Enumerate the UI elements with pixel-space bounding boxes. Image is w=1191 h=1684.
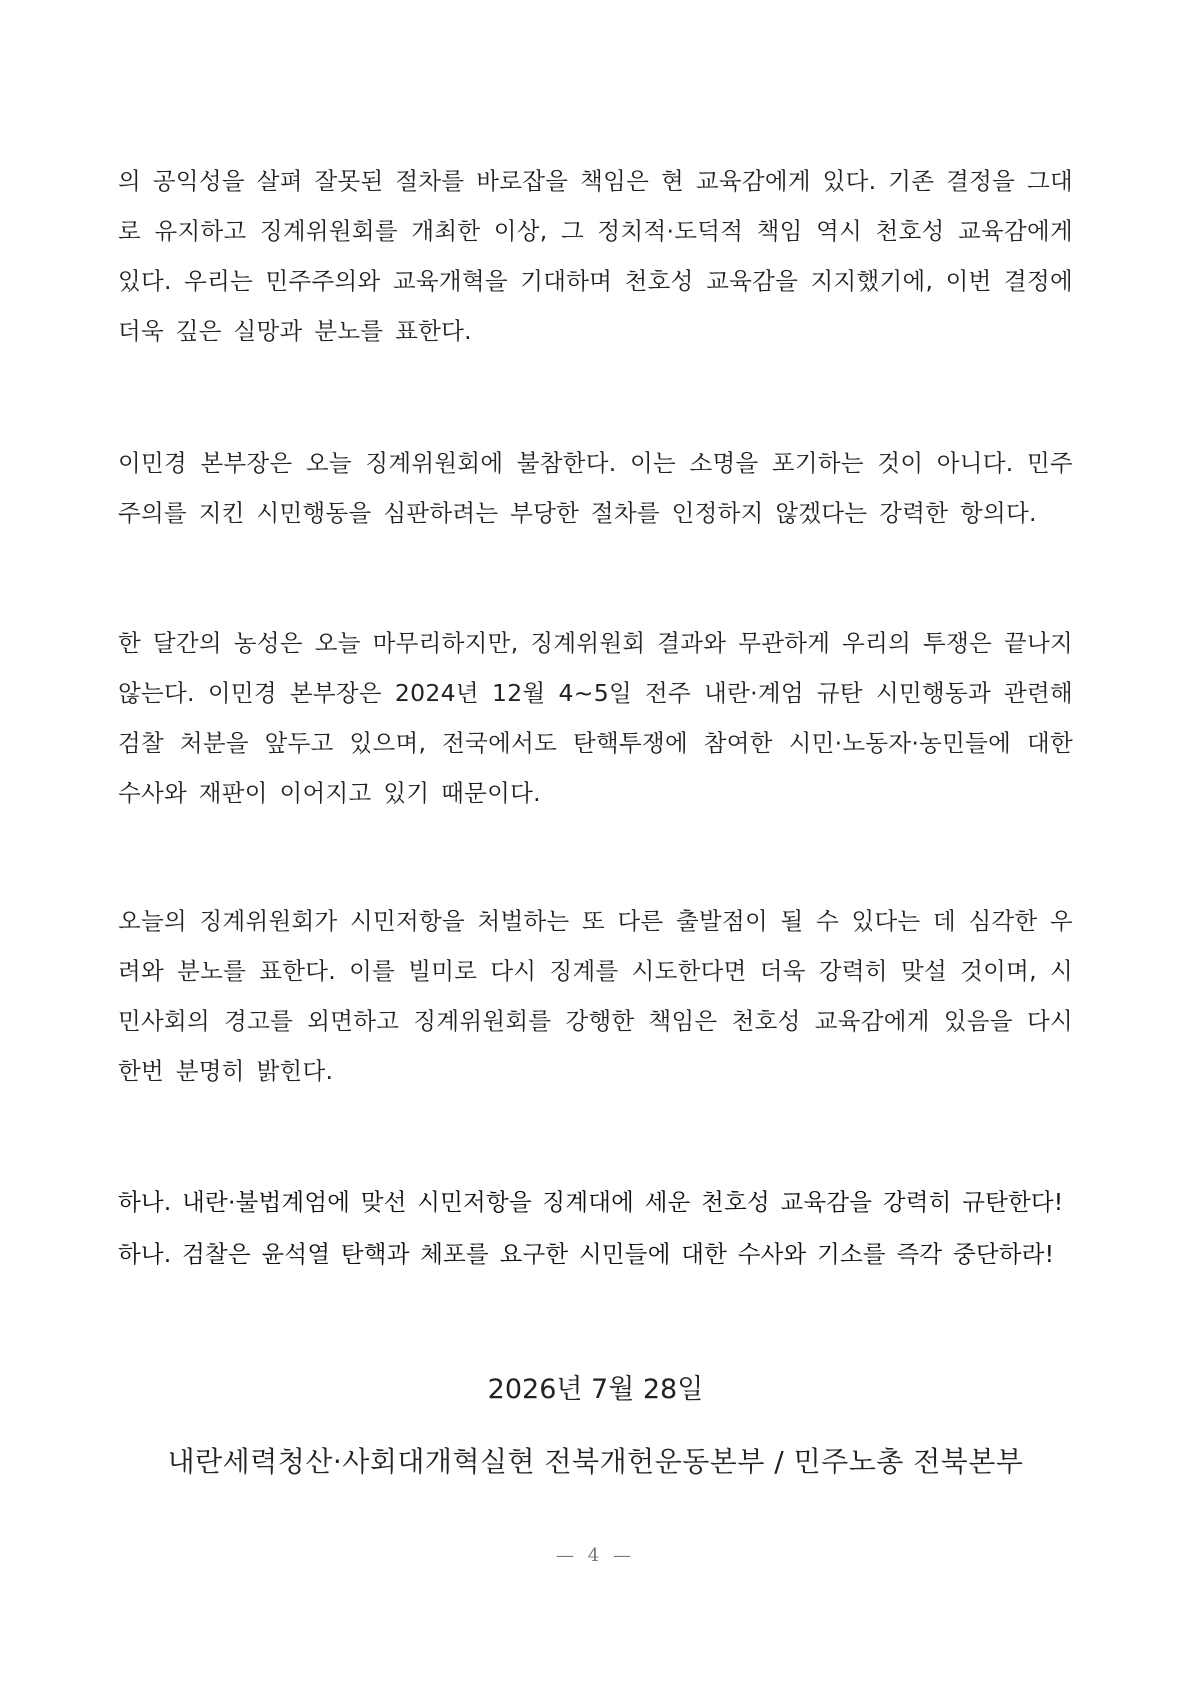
resolution-item-1: 하나. 내란·불법계엄에 맞선 시민저항을 징계대에 세운 천호성 교육감을 강력히 규탄한다! (118, 1188, 1064, 1216)
statement-date: 2026년 7월 28일 (487, 1374, 704, 1405)
body-paragraph-4: 오늘의 징계위원회가 시민저항을 처벌하는 또 다른 출발점이 될 수 있다는 데 심각한 우려와 분노를 표한다. 이를 빌미로 다시 징계를 시도한다면 더욱 강력히 맞설 것이며, 시민사회의 경고를 외면하고 징계위원회를 강행한 책임은 천호성 교육감에게 있음을 다시 한번 분명히 밝힌다. (118, 907, 1073, 1085)
resolutions-list (118, 1176, 1073, 1280)
page-number: — 4 — (556, 1545, 635, 1566)
resolution-item-2: 하나. 검찰은 윤석열 탄핵과 체포를 요구한 시민들에 대한 수사와 기소를 즉각 중단하라! (118, 1240, 1055, 1268)
body-paragraph-3: 한 달간의 농성은 오늘 마무리하지만, 징계위원회 결과와 무관하게 우리의 투쟁은 끝나지 않는다. 이민경 본부장은 2024년 12월 4~5일 전주 내란·계엄 규탄 시민행동과 관련해 검찰 처분을 앞두고 있으며, 전국에서도 탄핵투쟁에 참여한 시민·노동자·농민들에 대한 수사와 재판이 이어지고 있기 때문이다. (118, 629, 1073, 807)
issuing-organization: 내란세력청산·사회대개혁실현 전북개헌운동본부 / 민주노총 전북본부 (167, 1445, 1024, 1478)
body-paragraph-2: 이민경 본부장은 오늘 징계위원회에 불참한다. 이는 소명을 포기하는 것이 아니다. 민주주의를 지킨 시민행동을 심판하려는 부당한 절차를 인정하지 않겠다는 강력한 항의다. (118, 449, 1073, 527)
body-paragraph-1: 의 공익성을 살펴 잘못된 절차를 바로잡을 책임은 현 교육감에게 있다. 기존 결정을 그대로 유지하고 징계위원회를 개최한 이상, 그 정치적·도덕적 책임 역시 천호성 교육감에게 있다. 우리는 민주주의와 교육개혁을 기대하며 천호성 교육감을 지지했기에, 이번 결정에 더욱 깊은 실망과 분노를 표한다. (118, 167, 1073, 345)
